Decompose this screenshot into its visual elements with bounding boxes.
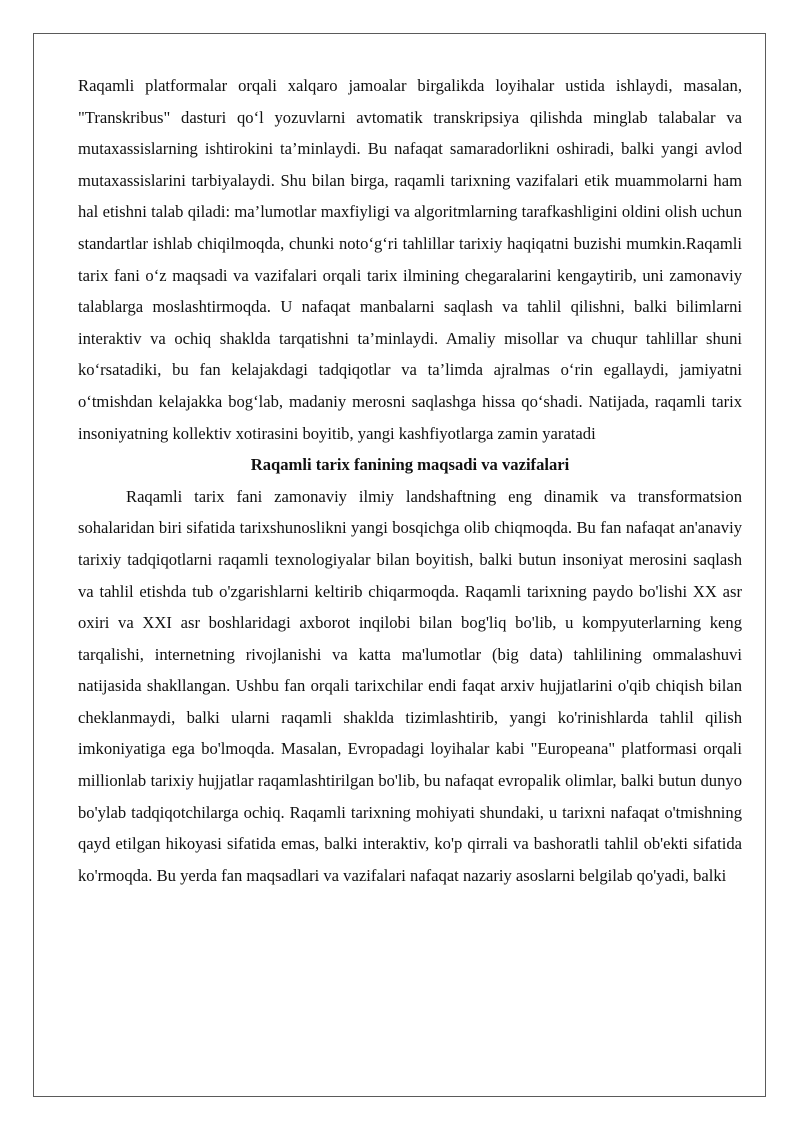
body-paragraph: Raqamli platformalar orqali xalqaro jamoalar birgalikda loyihalar ustida ishlaydi, masalan, "Transkribus" dasturi qo‘l yozuvlarni avtomatik transkripsiya qilishda minglab talabalar va mutaxassislarning ishtirokini ta’minlaydi. Bu nafaqat samaradorlikni oshiradi, balki yangi avlod mutaxassislarini tarbiyalaydi. Shu bilan birga, raqamli tarixning vazifalari etik muammolarni ham hal etishni talab qiladi: ma’lumotlar maxfiyligi va algoritmlarning tarafkashligini oldini olish uchun standartlar ishlab chiqilmoqda, chunki noto‘g‘ri tahlillar tarixiy haqiqatni buzishi mumkin.Raqamli tarix fani o‘z maqsadi va vazifalari orqali tarix ilmining chegaralarini kengaytirib, uni zamonaviy talablarga moslashtirmoqda. U nafaqat manbalarni saqlash va tahlil qilishni, balki bilimlarni interaktiv va ochiq shaklda tarqatishni ta’minlaydi. Amaliy misollar va chuqur tahlillar shuni ko‘rsatadiki, bu fan kelajakdagi tadqiqotlar va ta’limda ajralmas o‘rin egallaydi, jamiyatni o‘tmishdan kelajakka bog‘lab, madaniy merosni saqlashga hissa qo‘shadi. Natijada, raqamli tarix insoniyatning kollektiv xotirasini boyitib, yangi kashfiyotlarga zamin yaratadi [78,76,742,443]
section-heading: Raqamli tarix fanining maqsadi va vazifalari [250,455,570,475]
document-body [78,70,742,891]
body-paragraph: Raqamli tarix fani zamonaviy ilmiy landshaftning eng dinamik va transformatsion sohalaridan biri sifatida tarixshunoslikni yangi bosqichga olib chiqmoqda. Bu fan nafaqat an'anaviy tarixiy tadqiqotlarni raqamli texnologiyalar bilan boyitish, balki butun insoniyat merosini saqlash va tahlil etishda tub o'zgarishlarni keltirib chiqarmoqda. Raqamli tarixning paydo bo'lishi XX asr oxiri va XXI asr boshlaridagi axborot inqilobi bilan bog'liq bo'lib, u kompyuterlarning keng tarqalishi, internetning rivojlanishi va katta ma'lumotlar (big data) tahlilining ommalashuvi natijasida shakllangan. Ushbu fan orqali tarixchilar endi faqat arxiv hujjatlarini o'qib chiqish bilan cheklanmaydi, balki ularni raqamli shaklda tizimlashtirib, yangi ko'rinishlarda tahlil qilish imkoniyatiga ega bo'lmoqda. Masalan, Evropadagi loyihalar kabi "Europeana" platformasi orqali millionlab tarixiy hujjatlar raqamlashtirilgan bo'lib, bu nafaqat evropalik olimlar, balki butun dunyo bo'ylab tadqiqotchilarga ochiq. Raqamli tarixning mohiyati shundaki, u tarixni nafaqat o'tmishning qayd etilgan hikoyasi sifatida emas, balki interaktiv, ko'p qirrali va bashoratli tahlil ob'ekti sifatida ko'rmoqda. Bu yerda fan maqsadlari va vazifalari nafaqat nazariy asoslarni belgilab qo'yadi, balki [78,486,742,885]
